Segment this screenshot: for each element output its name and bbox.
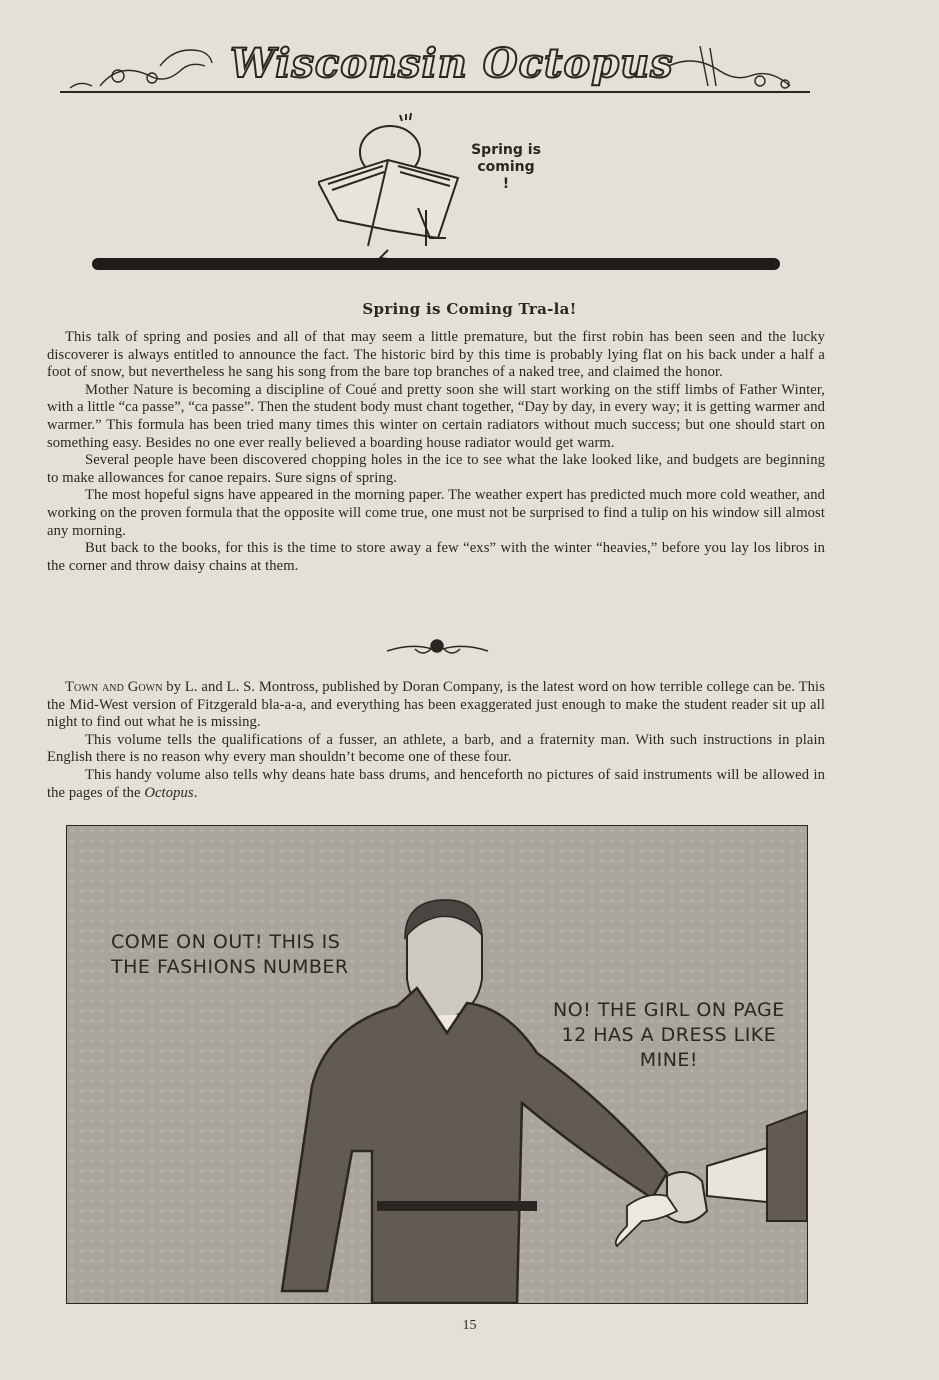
heavy-divider (92, 258, 780, 270)
review-paragraph: This volume tells the qualifications of a fusser, an athlete, a barb, and a fraternity man. With such instructions in plain English there is no reason why every man shouldn’t become one of these four. (47, 731, 825, 766)
ornament-divider (385, 635, 490, 661)
article-title: Spring is Coming Tra-la! (362, 300, 577, 318)
book-title: Town and Gown (65, 679, 163, 695)
article-paragraph: Several people have been discovered chopping holes in the ice to see what the lake looked like, and budgets are beginning to make allowances for canoe repairs. Sure signs of spring. (47, 452, 825, 486)
speech-bubble-right (553, 998, 785, 1073)
article-body (47, 329, 825, 575)
article-paragraph: But back to the books, for this is the time to store away a few “exs” with the winter “heavies,” before you lay los libros in the corner and throw daisy chains at them. (47, 540, 825, 574)
bubble-right-line2: 12 HAS A DRESS LIKE (561, 1024, 777, 1046)
masthead-rule (60, 91, 810, 93)
bubble-left-line2: THE FASHIONS NUMBER (111, 956, 349, 978)
cartoon-caption-line1: Spring is (471, 142, 541, 158)
page-number: 15 (462, 1318, 477, 1333)
magazine-name: Octopus (144, 784, 194, 801)
review-paragraph: Town and Gown by L. and L. S. Montross, published by Doran Company, is the latest word on how terrible college can be. This the Mid-West version of Fitzgerald bla-a-a, and everything has been exaggerated just enough to make the student reader sit up all night to find out what he is missing. (47, 679, 825, 731)
masthead-title: Wisconsin Octopus (230, 40, 674, 87)
speech-bubble-left (111, 930, 349, 980)
masthead (60, 36, 810, 96)
bubble-right-line3: MINE! (639, 1049, 699, 1071)
article-paragraph: The most hopeful signs have appeared in the morning paper. The weather expert has predicted much more cold weather, and working on the proven formula that the opposite will come true, one must not be surprised to find a tulip on his window sill almost any morning. (47, 487, 825, 539)
reading-boy-illustration (318, 112, 468, 262)
article-paragraph: Mother Nature is becoming a discipline of Coué and pretty soon she will start working on the stiff limbs of Father Winter, with a little “ca passe”, “ca passe”. Then the student body must chant together, “Day by day, in every way; it is getting warmer and warmer.” This formula has been tried many times this winter on certain radiators without much success; but one should start on something easy. Besides no one ever really believed a boarding house radiator would get warm. (47, 381, 825, 451)
cartoon-caption (456, 142, 556, 193)
book-review (47, 679, 825, 802)
cartoon-caption-line2: coming (477, 159, 535, 175)
cartoon-caption-line3: ! (502, 176, 510, 192)
bubble-left-line1: COME ON OUT! THIS IS (111, 931, 341, 953)
review-paragraph: This handy volume also tells why deans hate bass drums, and henceforth no pictures of said instruments will be allowed in the pages of the Octopus. (47, 766, 825, 801)
comic-panel (66, 825, 808, 1304)
spring-cartoon (318, 112, 558, 262)
bubble-right-line1: NO! THE GIRL ON PAGE (553, 999, 785, 1021)
article-paragraph: This talk of spring and posies and all of that may seem a little premature, but the first robin has been seen and the lucky discoverer is always entitled to announce the fact. The historic bird by this time is probably lying flat on his back under a half a foot of snow, but nevertheless he sang his song from the bare top branches of a naked tree, and claimed the honor. (47, 329, 825, 381)
